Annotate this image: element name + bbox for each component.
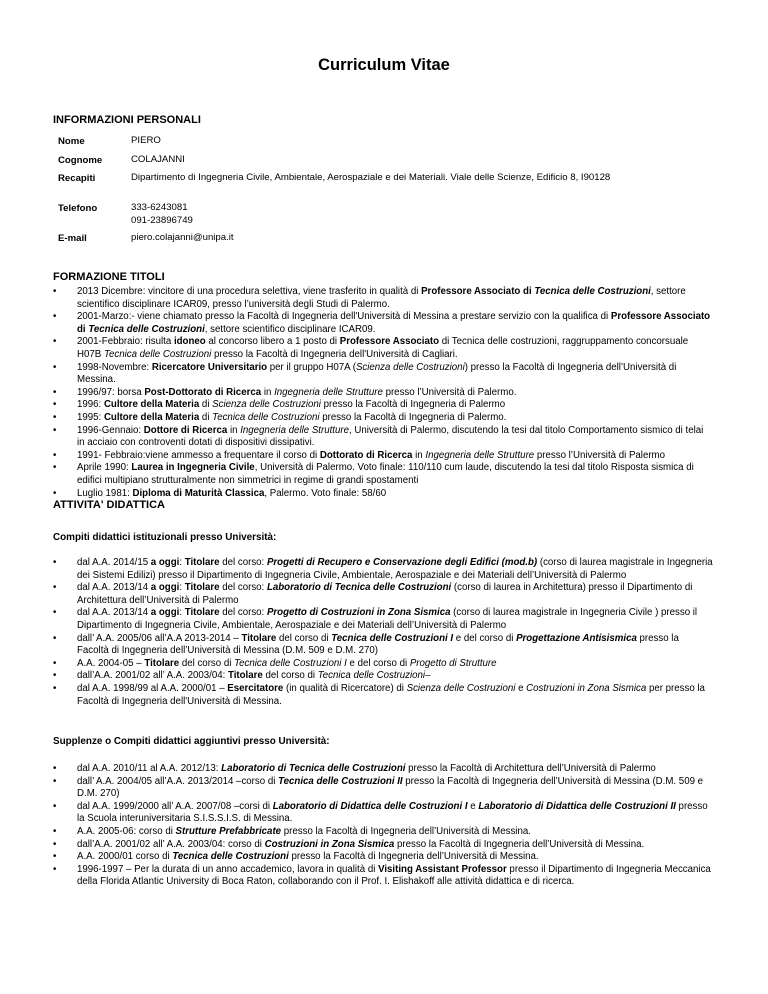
text-segment: presso il Dipartimento di Ingegneria Meccanica della Florida Atlantic University di Boca Raton, collaborando con il Prof. I. Elishakoff alle attività didattica e di ricerca. xyxy=(77,863,711,888)
surname-value: COLAJANNI xyxy=(131,154,185,165)
text-segment: Progettazione Antisismica xyxy=(516,632,637,644)
text-segment: Tecnica delle Costruzioni xyxy=(172,851,289,863)
text-segment: Aprile 1990: xyxy=(77,462,132,474)
address-label: Recapiti xyxy=(58,173,96,184)
list-item xyxy=(53,763,713,776)
istituzionali-list xyxy=(53,557,713,708)
text-segment: 1996-1997 – Per la durata di un anno accademico, lavora in qualità di xyxy=(77,863,379,875)
phone-value: 333-6243081 xyxy=(131,202,188,213)
text-segment: , settore scientifico disciplinare ICAR09, presso l’università degli Studi di Palermo. xyxy=(77,286,686,310)
supplenze-list xyxy=(53,763,713,889)
personal-info-heading: INFORMAZIONI PERSONALI xyxy=(53,114,201,126)
text-segment: in xyxy=(412,449,426,461)
text-segment: Progetto di Costruzioni in Zona Sismica xyxy=(266,607,451,619)
text-segment: Post-Dottorato di Ricerca xyxy=(144,386,262,398)
text-segment: Laboratorio di Tecnica delle Costruzioni xyxy=(266,582,452,594)
list-item xyxy=(53,683,713,708)
text-segment: dall’ A.A. 2004/05 all’A.A. 2013/2014 –corso di xyxy=(77,775,279,787)
list-item xyxy=(53,658,713,671)
text-segment: al concorso libero a 1 posto di xyxy=(205,336,340,348)
text-segment: Tecnica delle Costruzioni xyxy=(212,411,320,423)
text-segment: : xyxy=(179,557,185,568)
text-segment: Tecnica delle Costruzioni I xyxy=(331,632,454,644)
text-segment: A.A. 2000/01 corso di xyxy=(77,851,173,863)
text-segment: presso l’Università di Palermo. xyxy=(382,386,517,398)
text-segment: presso la Scuola interuniversitaria S.I.S.S.I.S. di Messina. xyxy=(77,800,708,825)
text-segment: Laboratorio di Tecnica delle Costruzioni xyxy=(221,763,406,774)
text-segment: dal A.A. 1998/99 al A.A. 2000/01 – xyxy=(77,682,228,694)
list-item xyxy=(53,607,713,632)
text-segment: Tecnica delle Costruzioni xyxy=(88,323,205,335)
formazione-heading: FORMAZIONE TITOLI xyxy=(53,271,165,283)
text-segment: (corso di laurea magistrale in Ingegneria dei Sistemi Edilizi) presso il Dipartimento di Ingegneria Civile, Ambientale, Aerospaziale e dei Materiali dell’Università di Palermo xyxy=(77,557,713,581)
list-item xyxy=(53,425,713,450)
text-segment: di xyxy=(199,399,213,411)
name-value: PIERO xyxy=(131,135,161,146)
text-segment: dal A.A. 2013/14 xyxy=(77,582,151,594)
text-segment: per il gruppo H07A ( xyxy=(267,361,356,373)
surname-label: Cognome xyxy=(58,155,103,166)
text-segment: Laboratorio di Didattica delle Costruzioni I xyxy=(272,800,468,812)
text-segment: Luglio 1981: xyxy=(77,487,133,499)
didattica-heading: ATTIVITA' DIDATTICA xyxy=(53,499,165,511)
text-segment: Ingegneria delle Strutture xyxy=(274,386,383,398)
list-item xyxy=(53,826,713,839)
text-segment: A.A. 2005-06: corso di xyxy=(77,825,176,837)
text-segment: (corso di laurea magistrale in Ingegneria Civile ) presso il Dipartimento di Ingegneria Civile, Ambientale, Aerospaziale e dei Materiali dell’Università di Palermo xyxy=(77,607,698,631)
text-segment: presso la Facoltà di Ingegneria dell'Università di Cagliari. xyxy=(211,348,458,360)
list-item xyxy=(53,311,713,336)
text-segment: Dottorato di Ricerca xyxy=(319,449,413,461)
text-segment: Titolare xyxy=(241,632,277,644)
list-item xyxy=(53,670,713,683)
text-segment: Scienza delle Costruzioni xyxy=(212,399,321,411)
text-segment: dall’A.A. 2001/02 all’ A.A. 2003/04: xyxy=(77,670,228,682)
text-segment: Scienza delle Costruzioni xyxy=(406,682,516,694)
list-item xyxy=(53,362,713,387)
list-item xyxy=(53,801,713,826)
text-segment: di xyxy=(199,411,213,423)
text-segment: del corso di xyxy=(179,657,235,669)
text-segment: a oggi xyxy=(150,557,180,568)
list-item xyxy=(53,633,713,658)
text-segment: a oggi xyxy=(150,582,180,594)
istituzionali-heading: Compiti didattici istituzionali presso Università: xyxy=(53,532,277,543)
text-segment: Costruzioni in Zona Sismica xyxy=(526,682,647,694)
text-segment: , Università di Palermo, discutendo la tesi dal titolo Comportamento sismico di telai in acciaio con controventi dotati di dispositivi dissipativi. xyxy=(77,424,704,449)
text-segment: Professore Associato xyxy=(339,336,440,348)
text-segment: in xyxy=(227,424,241,436)
text-segment: Laurea in Ingegneria Civile xyxy=(131,462,255,474)
text-segment: Tecnica delle Costruzioni– xyxy=(317,670,431,682)
list-item xyxy=(53,286,713,311)
list-item xyxy=(53,557,713,582)
text-segment: (corso di laurea in Architettura) presso il Dipartimento di Architettura dell’Università di Palermo xyxy=(77,582,693,606)
text-segment: Tecnica delle Costruzioni II xyxy=(278,775,403,787)
text-segment: del corso: xyxy=(219,607,267,619)
list-item xyxy=(53,399,713,412)
text-segment: di Tecnica delle costruzioni, raggruppamento concorsuale H07B xyxy=(77,336,689,360)
text-segment: 2001-Marzo:- viene chiamato presso la Facoltà di Ingegneria dell'Università di Messina a prestare servizio con la qualifica di xyxy=(77,311,611,323)
text-segment: Tecnica delle Costruzioni I xyxy=(234,657,347,669)
list-item xyxy=(53,462,713,487)
text-segment: presso la Facoltà di Ingegneria dell’Università di Messina (D.M. 509 e D.M. 270) xyxy=(77,775,704,800)
text-segment: dal A.A. 2014/15 xyxy=(77,557,151,568)
text-segment: Titolare xyxy=(227,670,263,682)
text-segment: Tecnica delle Costruzioni xyxy=(103,348,212,360)
text-segment: Costruzioni in Zona Sismica xyxy=(264,838,395,850)
text-segment: Titolare xyxy=(184,582,220,594)
text-segment: Cultore della Materia xyxy=(103,411,200,423)
text-segment: Ingegneria delle Strutture xyxy=(240,424,349,436)
text-segment: Diploma di Maturità Classica xyxy=(132,487,265,499)
name-label: Nome xyxy=(58,136,85,147)
text-segment: presso la Facoltà di Ingegneria di Palermo. xyxy=(319,411,507,423)
list-item xyxy=(53,387,713,400)
text-segment: Strutture Prefabbricate xyxy=(175,825,282,837)
text-segment: del corso di xyxy=(262,670,318,682)
text-segment: e xyxy=(515,682,527,694)
text-segment: presso la Facoltà di Ingegneria dell’Università di Messina. xyxy=(281,825,531,837)
text-segment: e del corso di xyxy=(453,632,517,644)
text-segment: per presso la Facoltà di Ingegneria dell'Università di Messina. xyxy=(77,682,705,707)
phone-value-2: 091-23896749 xyxy=(131,215,193,226)
text-segment: : xyxy=(179,607,185,619)
text-segment: Dottore di Ricerca xyxy=(143,424,228,436)
text-segment: presso la Facoltà di Ingegneria dell’Università di Messina. xyxy=(288,851,539,863)
text-segment: Progetto di Strutture xyxy=(409,657,497,669)
text-segment: dal A.A. 2013/14 xyxy=(77,607,151,619)
address-value: Dipartimento di Ingegneria Civile, Ambientale, Aerospaziale e dei Materiali. Viale delle Scienze, Edificio 8, I90128 xyxy=(131,172,611,183)
text-segment: del corso: xyxy=(219,557,267,568)
phone-label: Telefono xyxy=(58,203,98,214)
text-segment: Titolare xyxy=(184,557,220,568)
list-item xyxy=(53,336,713,361)
text-segment: presso la Facoltà di Architettura dell’Università di Palermo xyxy=(405,763,656,774)
text-segment: Progetti di Recupero e Conservazione degli Edifici (mod.b) xyxy=(266,557,538,568)
text-segment: Cultore della Materia xyxy=(103,399,200,411)
text-segment: Ingegneria delle Strutture xyxy=(425,449,535,461)
list-item xyxy=(53,450,713,463)
text-segment: : xyxy=(179,582,185,594)
supplenze-heading: Supplenze o Compiti didattici aggiuntivi presso Università: xyxy=(53,736,330,747)
text-segment: in xyxy=(261,386,275,398)
text-segment: Esercitatore xyxy=(227,682,284,694)
list-item xyxy=(53,412,713,425)
text-segment: A.A. 2004-05 – xyxy=(77,657,145,669)
text-segment: a oggi xyxy=(150,607,180,619)
list-item xyxy=(53,839,713,852)
list-item xyxy=(53,776,713,801)
text-segment: dall’A.A. 2001/02 all’ A.A. 2003/04: corso di xyxy=(77,838,265,850)
text-segment: Tecnica delle Costruzioni xyxy=(534,286,651,297)
email-value: piero.colajanni@unipa.it xyxy=(131,232,234,243)
text-segment: presso la Facoltà di Ingegneria di Palermo xyxy=(320,399,506,411)
text-segment: dall’ A.A. 2005/06 all’A.A 2013-2014 – xyxy=(77,632,242,644)
text-segment: presso l’Università di Palermo xyxy=(534,449,666,461)
text-segment: , Università di Palermo. Voto finale: 110/110 cum laude, discutendo la tesi dal titolo Risposta sismica di edifici multipiano strutturalmente non simmetrici in regime di grandi spostamenti xyxy=(77,462,694,486)
text-segment: , settore scientifico disciplinare ICAR09. xyxy=(204,323,376,335)
text-segment: 1996: xyxy=(77,399,104,411)
text-segment: ) presso la Facoltà di Ingegneria dell’Università di Messina. xyxy=(77,361,677,386)
text-segment: dal A.A. 2010/11 al A.A. 2012/13: xyxy=(77,763,222,774)
text-segment: (in qualità di Ricercatore) di xyxy=(283,682,407,694)
text-segment: 1996-Gennaio: xyxy=(77,424,144,436)
text-segment: 2013 Dicembre: vincitore di una procedura selettiva, viene trasferito in qualità di xyxy=(77,286,422,297)
text-segment: presso la Facoltà di Ingegneria dell’Università di Messina. xyxy=(394,838,645,850)
email-label: E-mail xyxy=(58,233,87,244)
text-segment: presso la Facoltà di Ingegneria dell’Università di Messina (D.M. 509 e D.M. 270) xyxy=(77,632,679,657)
list-item xyxy=(53,582,713,607)
text-segment: e xyxy=(467,800,479,812)
text-segment: Visiting Assistant Professor xyxy=(378,863,507,875)
text-segment: Professore Associato di xyxy=(421,286,535,297)
text-segment: del corso di xyxy=(276,632,332,644)
text-segment: del corso: xyxy=(219,582,267,594)
text-segment: Scienza delle Costruzioni xyxy=(355,361,465,373)
text-segment: 1991- Febbraio:viene ammesso a frequentare il corso di xyxy=(77,449,320,461)
text-segment: idoneo xyxy=(173,336,206,348)
text-segment: Professore Associato di xyxy=(77,311,711,335)
formazione-list xyxy=(53,286,713,500)
text-segment: 1996/97: borsa xyxy=(77,386,145,398)
text-segment: 1998-Novembre: xyxy=(77,361,152,373)
list-item xyxy=(53,864,713,889)
document-title: Curriculum Vitae xyxy=(318,56,450,74)
text-segment: Titolare xyxy=(144,657,180,669)
text-segment: Ricercatore Universitario xyxy=(151,361,268,373)
text-segment: dal A.A. 1999/2000 all’ A.A. 2007/08 –corsi di xyxy=(77,800,273,812)
text-segment: Laboratorio di Didattica delle Costruzioni II xyxy=(478,800,676,812)
text-segment: , Palermo. Voto finale: 58/60 xyxy=(264,487,387,499)
text-segment: 1995: xyxy=(77,411,104,423)
text-segment: e del corso di xyxy=(346,657,410,669)
text-segment: 2001-Febbraio: risulta xyxy=(77,336,174,348)
list-item xyxy=(53,851,713,864)
text-segment: Titolare xyxy=(184,607,220,619)
